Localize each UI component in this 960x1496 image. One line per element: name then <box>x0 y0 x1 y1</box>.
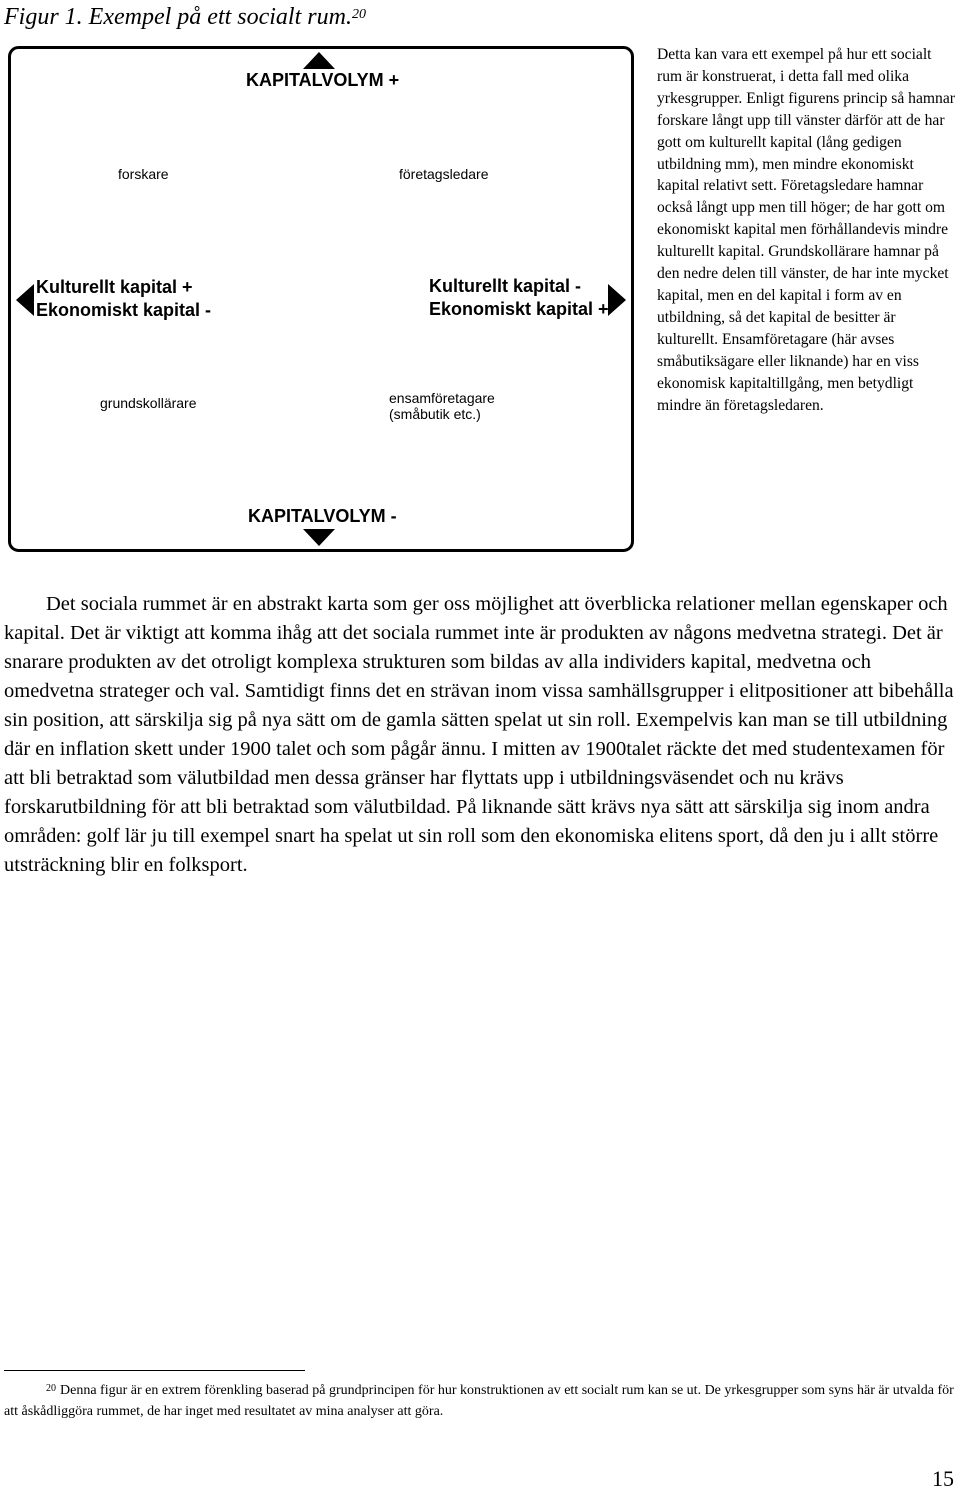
occupation-grundskollarare: grundskollärare <box>100 395 197 411</box>
figure-side-text: Detta kan vara ett exempel på hur ett socialt rum är konstruerat, i detta fall med olika yrkesgrupper. Enligt figurens princip så hamnar forskare långt upp till vänster därför att de har gott om kulturellt kapital (lång gedigen utbildning mm), men mindre ekonomiskt kapital relativt sett. Företagsledare hamnar också långt upp men till höger; de har gott om ekonomiskt kapital men förhållandevis mindre kulturellt kapital. Grundskollärare hamnar på den nedre delen till vänster, de har inte mycket kapital, men en del kapital i form av en utbildning, så det kapital de besitter är kulturellt. Ensamföretagare (här avses småbutiksägare eller liknande) har en viss ekonomisk kapitaltillgång, men betydligt mindre än företagsledaren. <box>657 46 955 414</box>
footnote-number: 20 <box>46 1383 56 1394</box>
figure-caption-text: Figur 1. Exempel på ett socialt rum. <box>4 4 352 30</box>
left-capital-line1: Kulturellt kapital + <box>36 277 193 297</box>
ensamforetagare-line2: (småbutik etc.) <box>389 406 481 422</box>
occupation-ensamforetagare <box>389 390 495 422</box>
ensamforetagare-line1: ensamföretagare <box>389 390 495 406</box>
left-capital-label <box>36 276 211 322</box>
footnote <box>4 1380 954 1422</box>
footnote-separator <box>4 1370 305 1371</box>
occupation-forskare: forskare <box>118 166 169 182</box>
page-number: 15 <box>932 1466 954 1491</box>
occupation-foretagsledare: företagsledare <box>399 166 489 182</box>
axis-label-bottom: KAPITALVOLYM - <box>248 506 397 526</box>
figure-caption <box>4 2 366 32</box>
axis-label-top: KAPITALVOLYM + <box>246 70 400 90</box>
left-capital-line2: Ekonomiskt kapital - <box>36 300 212 320</box>
right-capital-label <box>429 275 609 321</box>
footnote-text: Denna figur är en extrem förenkling baserad på grundprincipen för hur konstruktionen av ett socialt rum kan se ut. De yrkesgrupper som syns här är utvalda för att åskådliggöra rummet, de har inget med resultatet av mina analyser att göra. <box>4 1383 954 1419</box>
social-space-figure <box>8 46 634 552</box>
figure-caption-footnote-ref: 20 <box>351 7 366 22</box>
right-capital-line1: Kulturellt kapital - <box>429 276 582 296</box>
body-paragraph: Det sociala rummet är en abstrakt karta som ger oss möjlighet att överblicka relationer mellan egenskaper och kapital. Det är viktigt att komma ihåg att det sociala rummet inte är produkten av någons medvetna strategi. Det är snarare produkten av det otroligt komplexa strukturen som bildas av alla individers kapital, medvetna och omedvetna strateger och val. Samtidigt finns det en strävan inom vissa samhällsgrupper i elitpositioner att bibehålla sin position, att särskilja sig på nya sätt om de gamla sätten spelat ut sin roll. Exempelvis kan man se till utbildning där en inflation skett under 1900 talet och som pågår ännu. I mitten av 1900talet räckte det med studentexamen för att bli betraktad som välutbildad men dessa gränser har flyttats upp i utbildningsväsendet och nu krävs forskarutbildning för att bli betraktad som välutbildad. På liknande sätt krävs nya sätt att särskilja sig inom andra områden: golf lär ju till exempel snart ha spelat ut sin roll som den ekonomiska elitens sport, då den ju i allt större utsträckning blir en folksport. <box>4 593 954 876</box>
right-capital-line2: Ekonomiskt kapital + <box>429 299 609 319</box>
